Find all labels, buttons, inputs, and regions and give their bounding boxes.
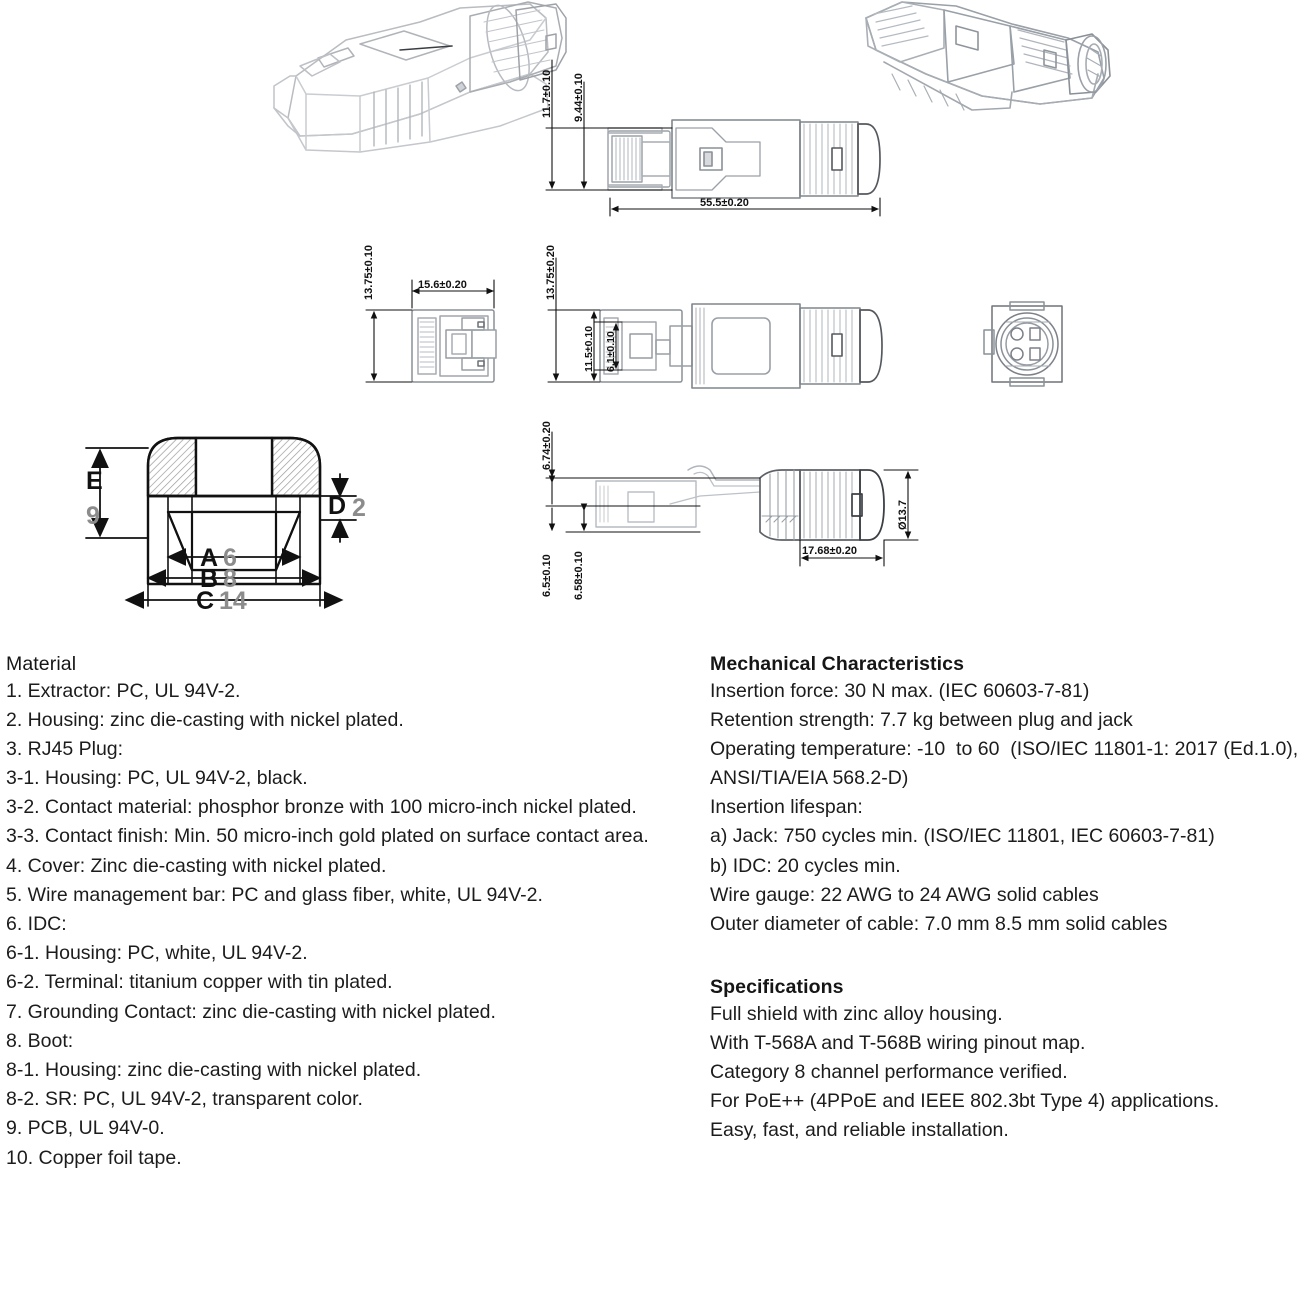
dim-15-6: 15.6±0.20 — [418, 279, 467, 291]
material-column — [6, 655, 706, 1178]
material-item: 5. Wire management bar: PC and glass fiber, white, UL 94V-2. — [6, 883, 543, 906]
dim-13-75-b: 13.75±0.20 — [545, 245, 557, 300]
specifications-heading: Specifications — [710, 976, 844, 999]
specification-item: Category 8 channel performance verified. — [710, 1061, 1068, 1084]
material-item: 8. Boot: — [6, 1029, 74, 1052]
mechanical-item: Outer diameter of cable: 7.0 mm 8.5 mm solid cables — [710, 913, 1168, 935]
material-item: 6-2. Terminal: titanium copper with tin plated. — [6, 971, 393, 994]
dim-11-7: 11.7±0.10 — [541, 69, 553, 118]
boot-label-B: B — [200, 565, 219, 593]
boot-value-E: 9 — [86, 502, 100, 530]
mechanical-item: Insertion force: 30 N max. (IEC 60603-7-81) — [710, 679, 1090, 702]
material-item: 8-2. SR: PC, UL 94V-2, transparent color. — [6, 1088, 363, 1111]
isometric-assembled-view — [866, 2, 1110, 110]
material-item: 2. Housing: zinc die-casting with nickel plated. — [6, 708, 404, 731]
dim-6-74: 6.74±0.20 — [541, 421, 553, 470]
material-item: 3-3. Contact finish: Min. 50 micro-inch gold plated on surface contact area. — [6, 825, 649, 848]
text-specifications-area — [0, 655, 1306, 1306]
boot-label-D: D — [328, 492, 347, 520]
top-elevation-view — [545, 245, 882, 388]
material-item: 4. Cover: Zinc die-casting with nickel plated. — [6, 854, 387, 877]
specification-item: With T-568A and T-568B wiring pinout map. — [710, 1031, 1086, 1054]
dim-dia-13-7: Ø13.7 — [897, 500, 909, 530]
mechanical-item: Wire gauge: 22 AWG to 24 AWG solid cables — [710, 883, 1099, 906]
mechanical-item: Retention strength: 7.7 kg between plug and jack — [710, 708, 1133, 731]
front-elevation-view — [363, 245, 496, 382]
material-item: 6. IDC: — [6, 913, 67, 935]
material-item: 3-1. Housing: PC, UL 94V-2, black. — [6, 767, 308, 790]
material-item: 8-1. Housing: zinc die-casting with nickel plated. — [6, 1058, 422, 1081]
mechanical-item: ANSI/TIA/EIA 568.2-D) — [710, 767, 909, 790]
material-heading: Material — [6, 653, 77, 675]
material-item: 9. PCB, UL 94V-0. — [6, 1117, 165, 1140]
characteristics-column — [710, 655, 1306, 1151]
mechanical-item: Insertion lifespan: — [710, 796, 863, 819]
dim-17-68: 17.68±0.20 — [802, 545, 857, 557]
side-elevation-view — [541, 60, 880, 216]
isometric-exploded-view — [274, 1, 566, 152]
mechanical-item: a) Jack: 750 cycles min. (ISO/IEC 11801, IEC 60603-7-81) — [710, 825, 1215, 848]
dim-6-58: 6.58±0.10 — [573, 551, 585, 600]
dim-9-44: 9.44±0.10 — [573, 73, 585, 122]
dim-6-5: 6.5±0.10 — [541, 554, 553, 597]
boot-value-C: 14 — [219, 587, 247, 615]
boot-label-A: A — [200, 544, 219, 572]
boot-label-E: E — [86, 467, 103, 495]
material-item: 6-1. Housing: PC, white, UL 94V-2. — [6, 942, 308, 965]
material-item: 7. Grounding Contact: zinc die-casting with nickel plated. — [6, 1000, 496, 1023]
mechanical-item: Operating temperature: -10 to 60 (ISO/IEC 11801-1: 2017 (Ed.1.0), — [710, 737, 1299, 760]
material-item: 1. Extractor: PC, UL 94V-2. — [6, 679, 241, 702]
section-spacer — [710, 944, 1306, 978]
boot-label-C: C — [196, 587, 215, 615]
specification-item: For PoE++ (4PPoE and IEEE 802.3bt Type 4) applications. — [710, 1090, 1220, 1113]
material-item: 3. RJ45 Plug: — [6, 737, 124, 760]
specification-item: Easy, fast, and reliable installation. — [710, 1119, 1009, 1142]
mechanical-item: b) IDC: 20 cycles min. — [710, 854, 901, 877]
rear-face-view — [984, 302, 1062, 386]
specification-item: Full shield with zinc alloy housing. — [710, 1002, 1003, 1025]
dim-55-5: 55.5±0.20 — [700, 197, 749, 209]
boot-value-A: 6 — [223, 544, 237, 572]
dim-13-75-a: 13.75±0.10 — [363, 245, 375, 300]
boot-value-D: 2 — [352, 494, 366, 522]
dim-11-5: 11.5±0.10 — [583, 325, 595, 372]
dim-6-1: 6.1±0.10 — [605, 331, 617, 372]
material-item: 3-2. Contact material: phosphor bronze with 100 micro-inch nickel plated. — [6, 796, 637, 819]
boot-cross-section — [86, 438, 366, 615]
boot-value-B: 8 — [223, 565, 237, 593]
material-item: 10. Copper foil tape. — [6, 1146, 182, 1169]
bottom-elevation-view — [541, 421, 918, 600]
mechanical-heading: Mechanical Characteristics — [710, 653, 965, 675]
technical-drawing-area — [0, 0, 1306, 640]
